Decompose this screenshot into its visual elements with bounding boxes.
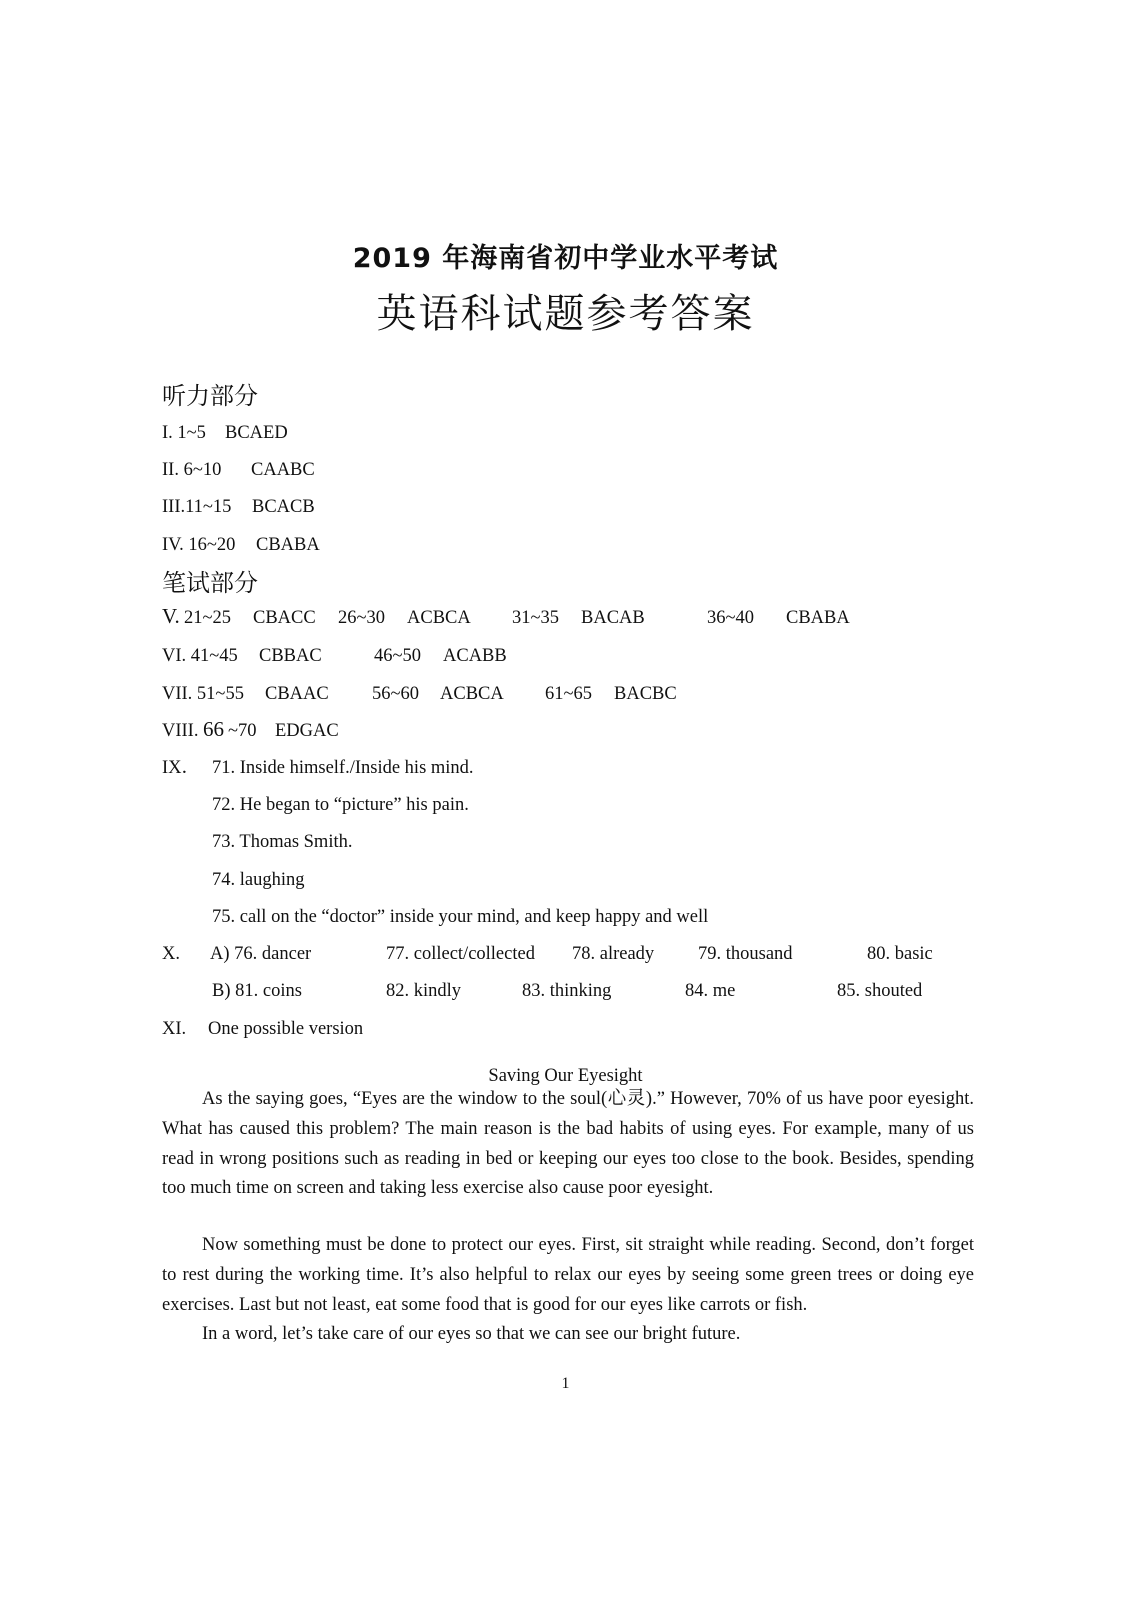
range: 36~40 (707, 608, 755, 628)
row-answers: BCAED (225, 423, 288, 443)
row-label: I. 1~5 (162, 423, 206, 443)
answers: CBACC (253, 608, 316, 628)
section-vii-label: VII. 51~55 (162, 684, 244, 704)
x-answer: B) 81. coins (212, 981, 302, 1001)
section-x-label: X. (162, 944, 180, 964)
answers: CBBAC (259, 646, 322, 666)
section-vi-label: VI. 41~45 (162, 646, 238, 666)
range: 46~50 (374, 646, 422, 666)
range: 21~25 (184, 608, 232, 628)
answers: CBABA (786, 608, 850, 628)
ix-answer: 73. Thomas Smith. (212, 832, 353, 852)
essay-paragraph: Now something must be done to protect our eyes. First, sit straight while reading. Second, don’t forget to rest during the working time. It’s also helpful to relax our eyes by seeing some green trees or doing eye exercises. Last but not least, eat some food that is good for our eyes like carrots or fish. (162, 1235, 974, 1315)
x-answer: 79. thousand (698, 944, 793, 964)
range-start: 66 (203, 717, 224, 741)
row-answers: CBABA (256, 535, 320, 555)
ix-answer: 74. laughing (212, 870, 305, 890)
ix-answer: 75. call on the “doctor” inside your mind, and keep happy and well (212, 907, 709, 927)
row-label: II. 6~10 (162, 460, 222, 480)
x-answer: 85. shouted (837, 981, 923, 1001)
section-ix-label: IX． (162, 758, 201, 778)
x-answer: 77. collect/collected (386, 944, 535, 964)
range-rest: ~70 (228, 721, 257, 741)
row-label: III.11~15 (162, 497, 232, 517)
ix-answer: 71. Inside himself./Inside his mind. (212, 758, 474, 778)
section-v-label: V. (162, 604, 180, 628)
answers: CBAAC (265, 684, 329, 704)
document-title: 英语科试题参考答案 (376, 291, 755, 337)
row-answers: CAABC (251, 460, 315, 480)
essay-paragraph: In a word, let’s take care of our eyes so that we can see our bright future. (202, 1324, 741, 1344)
page-number: 1 (561, 1375, 570, 1392)
listening-heading: 听力部分 (162, 382, 258, 410)
answers: ACABB (443, 646, 507, 666)
x-answer: 83. thinking (522, 981, 612, 1001)
answers: BACAB (581, 608, 645, 628)
row-label: IV. 16~20 (162, 535, 236, 555)
section-xi-label: XI. (162, 1019, 187, 1039)
ix-answer: 72. He began to “picture” his pain. (212, 795, 469, 815)
range: 31~35 (512, 608, 560, 628)
x-answer: A) 76. dancer (210, 944, 312, 964)
range: 56~60 (372, 684, 420, 704)
section-viii-label: VIII. (162, 721, 199, 741)
exam-title: 2019 年海南省初中学业水平考试 (352, 243, 779, 274)
range: 61~65 (545, 684, 593, 704)
essay-paragraph: As the saying goes, “Eyes are the window to the soul(心灵).” However, 70% of us have poor eyesight. What has caused this problem? The main reason is the bad habits of using eyes. For example, many of us read in wrong positions such as reading in bed or keeping our eyes too close to the book. Besides, spending too much time on screen and taking less exercise also cause poor eyesight. (162, 1089, 974, 1199)
x-answer: 80. basic (867, 944, 933, 964)
row-answers: BCACB (252, 497, 315, 517)
essay-title: Saving Our Eyesight (488, 1066, 643, 1086)
answers: BACBC (614, 684, 677, 704)
answers: ACBCA (407, 608, 471, 628)
range: 26~30 (338, 608, 386, 628)
xi-intro: One possible version (208, 1019, 364, 1039)
answers: EDGAC (275, 721, 339, 741)
written-heading: 笔试部分 (162, 569, 258, 597)
answers: ACBCA (440, 684, 504, 704)
x-answer: 84. me (685, 981, 736, 1001)
x-answer: 82. kindly (386, 981, 462, 1001)
x-answer: 78. already (572, 944, 655, 964)
